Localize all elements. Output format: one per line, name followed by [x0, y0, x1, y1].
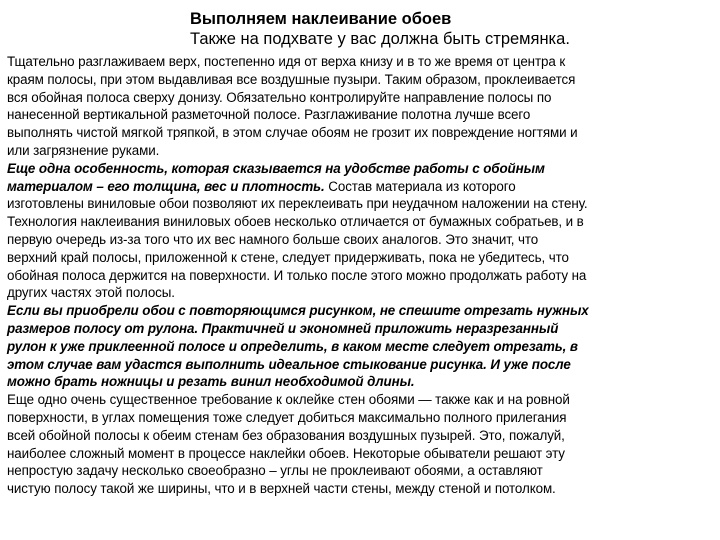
emphasis-line: можно брать ножницы и резать винил необходимой длины.: [7, 374, 415, 390]
text-line: наиболее сложный момент в процессе наклейки обоев. Некоторые обыватели решают эту: [7, 445, 565, 461]
text-line: первую очередь из-за того что их вес намного больше своих аналогов. Это значит, что: [7, 231, 539, 247]
emphasis-line: размеров полосу от рулона. Практичней и экономней приложить неразрезанный: [7, 320, 559, 336]
emphasis-fragment: материалом – его толщина, вес и плотность.: [7, 178, 325, 194]
text-line: изготовлены виниловые обои позволяют их переклеивать при неудачном наложении на стену.: [7, 196, 588, 212]
text-line: выполнять чистой мягкой тряпкой, в этом случае обоям не грозит их повреждение ногтями и: [7, 125, 578, 141]
text-line: других частях этой полосы.: [7, 285, 175, 301]
text-line: Технология наклеивания виниловых обоев несколько отличается от бумажных собратьев, и в: [7, 214, 584, 230]
slide-header: [190, 9, 710, 49]
text-line: непростую задачу несколько своеобразно – углы не проклеивают обоями, а оставляют: [7, 463, 543, 479]
slide-title: Выполняем наклеивание обоев: [190, 10, 452, 28]
text-line: Еще одно очень существенное требование к оклейке стен обоями — также как и на ровной: [7, 392, 570, 408]
text-line: поверхности, в углах помещения тоже следует добиться максимально полного прилегания: [7, 409, 567, 425]
mixed-line: [7, 178, 715, 196]
emphasis-line: Если вы приобрели обои с повторяющимся рисунком, не спешите отрезать нужных: [7, 303, 589, 319]
text-fragment: Состав материала из которого: [324, 178, 516, 194]
emphasis-line: Еще одна особенность, которая сказывается на удобстве работы с обойным: [7, 160, 545, 176]
text-line: или загрязнение руками.: [7, 142, 160, 158]
text-line: краям полосы, при этом выдавливая все воздушные пузыри. Таким образом, проклеивается: [7, 71, 576, 87]
slide-subtitle: Также на подхвате у вас должна быть стремянка.: [190, 30, 570, 48]
text-line: вся обойная полоса сверху донизу. Обязательно контролируйте направление полосы по: [7, 89, 552, 105]
text-line: верхний край полосы, приложенной к стене, следует придерживать, пока не убедитесь, что: [7, 249, 569, 265]
text-line: нанесенной вертикальной разметочной полосе. Разглаживание полотна лучше всего: [7, 107, 531, 123]
emphasis-line: рулон к уже приклеенной полосе и определить, в каком месте следует отрезать, в: [7, 338, 578, 354]
emphasis-line: этом случае вам удастся выполнить идеальное стыкование рисунка. И уже после: [7, 356, 571, 372]
text-line: всей обойной полосы к обеим стенам без образования воздушных пузырей. Это, пожалуй,: [7, 427, 565, 443]
text-line: чистую полосу такой же ширины, что и в верхней части стены, между стеной и потолком.: [7, 481, 556, 497]
text-line: Тщательно разглаживаем верх, постепенно идя от верха книзу и в то же время от центра к: [7, 54, 566, 69]
text-line: обойная полоса держится на поверхности. И только после этого можно продолжать работу на: [7, 267, 587, 283]
body-text: [7, 53, 715, 498]
